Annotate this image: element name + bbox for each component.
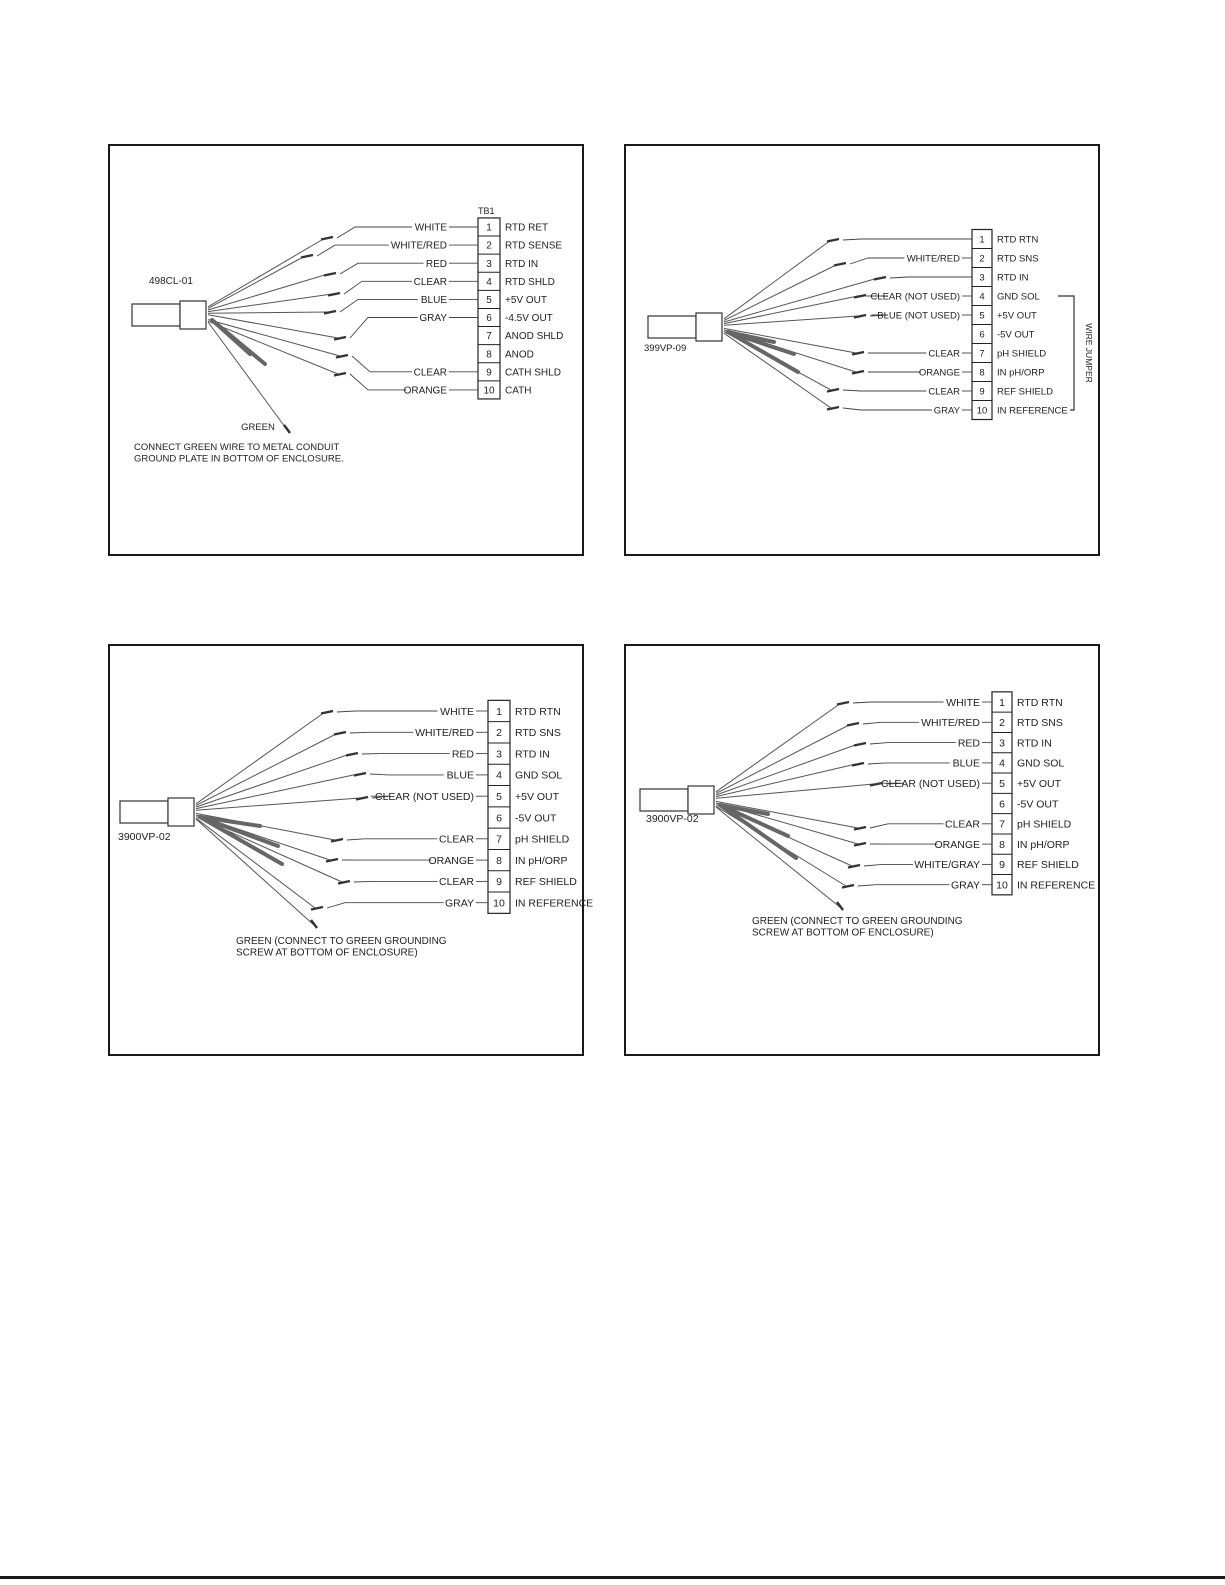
cable-jacket [120, 801, 168, 823]
wire-color-label: RED [451, 748, 474, 761]
terminal-label: GND SOL [997, 291, 1040, 303]
wire-color-label: WHITE/RED [390, 240, 447, 252]
terminal-number: 10 [996, 879, 1008, 892]
cable-part-number: 498CL-01 [149, 276, 193, 287]
wire-conductor [208, 312, 328, 313]
wire-color-label: CLEAR [438, 833, 474, 846]
terminal-number: 3 [486, 258, 492, 270]
wire-color-label: ORANGE [918, 367, 960, 379]
shield-sleeve [212, 320, 265, 364]
terminal-number: 9 [496, 876, 502, 889]
wire-color-label: CLEAR (NOT USED) [881, 777, 980, 790]
wire-tip [842, 885, 854, 888]
wire-color-label: CLEAR (NOT USED) [870, 291, 960, 303]
wire-tip [854, 295, 866, 298]
wire-leader [344, 281, 412, 294]
terminal-number: 2 [979, 253, 985, 265]
terminal-number: 10 [976, 405, 988, 417]
wire-leader [350, 318, 418, 339]
wire-leader [870, 743, 956, 744]
wire-color-label: BLUE [952, 757, 980, 770]
terminal-label: REF SHIELD [1017, 859, 1079, 872]
wire-leader [864, 864, 913, 866]
wire-color-label: CLEAR [928, 386, 960, 398]
wire-tip [854, 743, 866, 746]
cable-boot [180, 301, 206, 329]
terminal-label: -5V OUT [515, 812, 557, 825]
terminal-number: 1 [999, 696, 1005, 709]
wire-color-label: CLEAR [413, 367, 447, 379]
wire-color-label: GRAY [445, 897, 474, 910]
wire-color-label: WHITE/GRAY [914, 859, 980, 872]
terminal-label: RTD RET [505, 222, 549, 234]
wire-tip [837, 702, 849, 705]
terminal-number: 6 [496, 812, 502, 825]
diagram-canvas [626, 646, 1098, 1054]
wire-leader [354, 881, 438, 882]
wire-tip [346, 753, 358, 756]
terminal-label: RTD RTN [515, 705, 561, 718]
terminal-number: 3 [999, 737, 1005, 750]
terminal-number: 2 [486, 240, 492, 252]
wiring-diagram-498cl-01 [108, 144, 584, 556]
grounding-note: CONNECT GREEN WIRE TO METAL CONDUIT [134, 442, 340, 453]
wire-color-label: WHITE [946, 696, 980, 709]
terminal-label: CATH SHLD [505, 367, 561, 379]
wire-color-label: WHITE/RED [921, 717, 980, 730]
terminal-label: RTD SNS [515, 727, 561, 740]
wire-conductor [716, 724, 851, 793]
terminal-number: 3 [979, 272, 985, 284]
wire-conductor [208, 238, 325, 307]
terminal-label: RTD IN [515, 748, 550, 761]
terminal-number: 7 [979, 348, 985, 360]
wire-conductor [724, 296, 858, 324]
terminal-number: 6 [979, 329, 985, 341]
wire-leader [350, 732, 413, 733]
diagram-canvas [110, 146, 582, 554]
wire-tip [852, 763, 864, 766]
wire-tip [854, 315, 866, 318]
terminal-label: IN REFERENCE [515, 897, 594, 910]
terminal-label: +5V OUT [515, 790, 560, 803]
wire-tip [321, 237, 333, 240]
terminal-label: IN REFERENCE [1017, 879, 1096, 892]
grounding-note: GREEN (CONNECT TO GREEN GROUNDING [236, 936, 447, 947]
wiring-diagram-3900vp-02-a [108, 644, 594, 1056]
terminal-label: IN pH/ORP [997, 367, 1045, 379]
wire-leader [350, 374, 406, 390]
wire-leader [868, 763, 950, 764]
wire-tip [354, 773, 366, 776]
wire-conductor [716, 703, 841, 792]
cable-part-number: 399VP-09 [644, 343, 687, 354]
terminal-number: 5 [486, 295, 492, 306]
wire-color-label: BLUE [420, 295, 447, 306]
wire-color-label: BLUE [446, 769, 474, 782]
wire-tip [324, 311, 336, 314]
terminal-number: 1 [486, 222, 492, 234]
terminal-number: 2 [999, 717, 1005, 730]
wire-leader [863, 722, 919, 724]
wire-color-label: ORANGE [428, 854, 474, 867]
wire-color-label: GRAY [933, 405, 960, 417]
wire-leader [853, 702, 944, 703]
wire-color-label: GRAY [951, 879, 980, 892]
terminal-number: 6 [486, 313, 492, 325]
ground-wire-tip [311, 920, 317, 928]
ground-wire-label: GREEN [241, 422, 275, 433]
cable-jacket [648, 316, 696, 338]
terminal-label: RTD IN [997, 272, 1029, 284]
terminal-label: RTD SHLD [505, 276, 555, 288]
terminal-label: -5V OUT [997, 329, 1035, 341]
terminal-label: ANOD SHLD [505, 331, 564, 343]
terminal-label: pH SHIELD [997, 348, 1047, 360]
wire-conductor [208, 294, 332, 312]
cable-boot [696, 313, 722, 341]
wire-color-label: ORANGE [934, 838, 980, 851]
cable-boot [688, 786, 714, 814]
wire-leader [347, 839, 438, 840]
terminal-label: REF SHIELD [515, 876, 577, 889]
terminal-number: 5 [999, 777, 1005, 790]
wire-tip [834, 263, 846, 266]
terminal-label: GND SOL [515, 769, 563, 782]
terminal-label: +5V OUT [1017, 777, 1062, 790]
terminal-number: 10 [483, 385, 495, 397]
wire-conductor [724, 316, 858, 325]
terminal-number: 6 [999, 798, 1005, 811]
wire-conductor [724, 278, 878, 322]
wire-leader [843, 408, 932, 410]
wire-color-label: WHITE [440, 705, 474, 718]
wire-conductor [208, 274, 328, 310]
wire-jumper-label: WIRE JUMPER [1084, 323, 1094, 383]
terminal-label: +5V OUT [997, 310, 1037, 322]
terminal-number: 7 [486, 331, 492, 343]
ground-wire [716, 807, 841, 908]
terminal-label: CATH [505, 385, 532, 397]
wire-color-label: WHITE [414, 222, 447, 234]
wire-tip [311, 907, 323, 910]
wire-conductor [196, 818, 315, 908]
wire-tip [356, 797, 368, 800]
terminal-label: ANOD [505, 349, 534, 361]
terminal-number: 4 [979, 291, 985, 303]
wire-tip [334, 732, 346, 735]
terminal-label: REF SHIELD [997, 386, 1053, 398]
wire-color-label: GRAY [419, 313, 447, 325]
terminal-number: 10 [493, 897, 505, 910]
wire-tip [301, 255, 313, 258]
wire-conductor [208, 320, 340, 356]
grounding-note: SCREW AT BOTTOM OF ENCLOSURE) [752, 927, 934, 939]
cable-boot [168, 798, 194, 826]
wire-tip [874, 277, 886, 280]
wire-conductor [196, 712, 325, 804]
terminal-number: 9 [979, 386, 985, 398]
terminal-label: -4.5V OUT [505, 313, 553, 325]
terminal-label: +5V OUT [505, 295, 547, 306]
terminal-label: GND SOL [1017, 757, 1065, 770]
wire-leader [352, 356, 412, 372]
terminal-number: 8 [979, 367, 985, 379]
wire-tip [827, 407, 839, 410]
wire-leader [858, 885, 950, 886]
wire-leader [337, 227, 412, 238]
wire-leader [843, 390, 926, 391]
wire-color-label: CLEAR [944, 818, 980, 831]
wire-tip [827, 389, 839, 392]
wire-leader [843, 239, 972, 240]
terminal-label: RTD SENSE [505, 240, 563, 252]
terminal-label: IN REFERENCE [997, 405, 1068, 417]
grounding-note: SCREW AT BOTTOM OF ENCLOSURE) [236, 947, 418, 959]
wire-tip [324, 273, 336, 276]
cable-part-number: 3900VP-02 [646, 813, 699, 825]
terminal-label: RTD RTN [997, 234, 1039, 246]
terminal-label: RTD SNS [997, 253, 1039, 265]
wiring-diagram-3900vp-02-b [624, 644, 1100, 1056]
wire-leader [337, 711, 438, 712]
cable-jacket [640, 789, 688, 811]
terminal-number: 4 [999, 757, 1005, 770]
grounding-note: GROUND PLATE IN BOTTOM OF ENCLOSURE. [134, 453, 344, 465]
wire-leader [340, 263, 424, 274]
wire-leader [317, 245, 389, 256]
terminal-number: 4 [486, 276, 492, 288]
cable-jacket [132, 304, 180, 326]
wiring-diagram-399vp-09 [624, 144, 1100, 556]
terminal-number: 2 [496, 727, 502, 740]
terminal-label: pH SHIELD [515, 833, 570, 846]
terminal-number: 1 [979, 234, 985, 246]
terminal-label: RTD IN [505, 258, 539, 270]
wire-leader [327, 903, 444, 908]
wire-tip [847, 723, 859, 726]
terminal-number: 5 [496, 790, 502, 803]
wire-color-label: CLEAR [928, 348, 960, 360]
wire-conductor [196, 798, 360, 810]
terminal-number: 8 [486, 349, 492, 361]
terminal-number: 5 [979, 310, 985, 322]
terminal-label: IN pH/ORP [1017, 838, 1070, 851]
diagram-canvas [626, 146, 1098, 554]
wire-tip [827, 239, 839, 242]
wire-leader [850, 258, 904, 264]
wire-color-label: RED [957, 737, 980, 750]
wire-leader [340, 299, 418, 312]
terminal-number: 8 [999, 838, 1005, 851]
wire-conductor [724, 333, 831, 408]
terminal-number: 4 [496, 769, 502, 782]
terminal-label: RTD SNS [1017, 717, 1063, 730]
wire-leader [370, 774, 444, 775]
wire-conductor [196, 733, 338, 805]
wire-tip [328, 293, 340, 296]
wire-conductor [208, 321, 338, 374]
terminal-number: 9 [486, 367, 492, 379]
terminal-label: -5V OUT [1017, 798, 1059, 811]
terminal-number: 7 [999, 818, 1005, 831]
wire-jumper-bracket [1058, 296, 1074, 410]
wire-color-label: RED [425, 258, 447, 270]
terminal-number: 3 [496, 748, 502, 761]
terminal-number: 7 [496, 833, 502, 846]
wire-leader [890, 277, 972, 278]
wire-color-label: BLUE (NOT USED) [877, 310, 960, 322]
terminal-label: RTD IN [1017, 737, 1052, 750]
page-bottom-rule [0, 1576, 1225, 1579]
cable-part-number: 3900VP-02 [118, 831, 171, 843]
terminal-number: 9 [999, 859, 1005, 872]
grounding-note: GREEN (CONNECT TO GREEN GROUNDING [752, 916, 963, 927]
wire-color-label: WHITE/RED [415, 727, 474, 740]
wire-conductor [208, 256, 305, 308]
terminal-number: 8 [496, 854, 502, 867]
wire-tip [321, 711, 333, 714]
wire-color-label: WHITE/RED [906, 253, 960, 265]
terminal-number: 1 [496, 705, 502, 718]
wire-color-label: CLEAR [413, 276, 447, 288]
ground-wire-tip [284, 425, 290, 433]
wire-color-label: CLEAR [438, 876, 474, 889]
diagram-canvas [110, 646, 594, 1054]
wire-color-label: CLEAR (NOT USED) [375, 790, 474, 803]
terminal-label: IN pH/ORP [515, 854, 568, 867]
wire-leader [870, 824, 944, 828]
terminal-block-label: TB1 [478, 206, 495, 216]
terminal-label: RTD RTN [1017, 696, 1063, 709]
wire-color-label: ORANGE [403, 385, 447, 397]
terminal-label: pH SHIELD [1017, 818, 1072, 831]
